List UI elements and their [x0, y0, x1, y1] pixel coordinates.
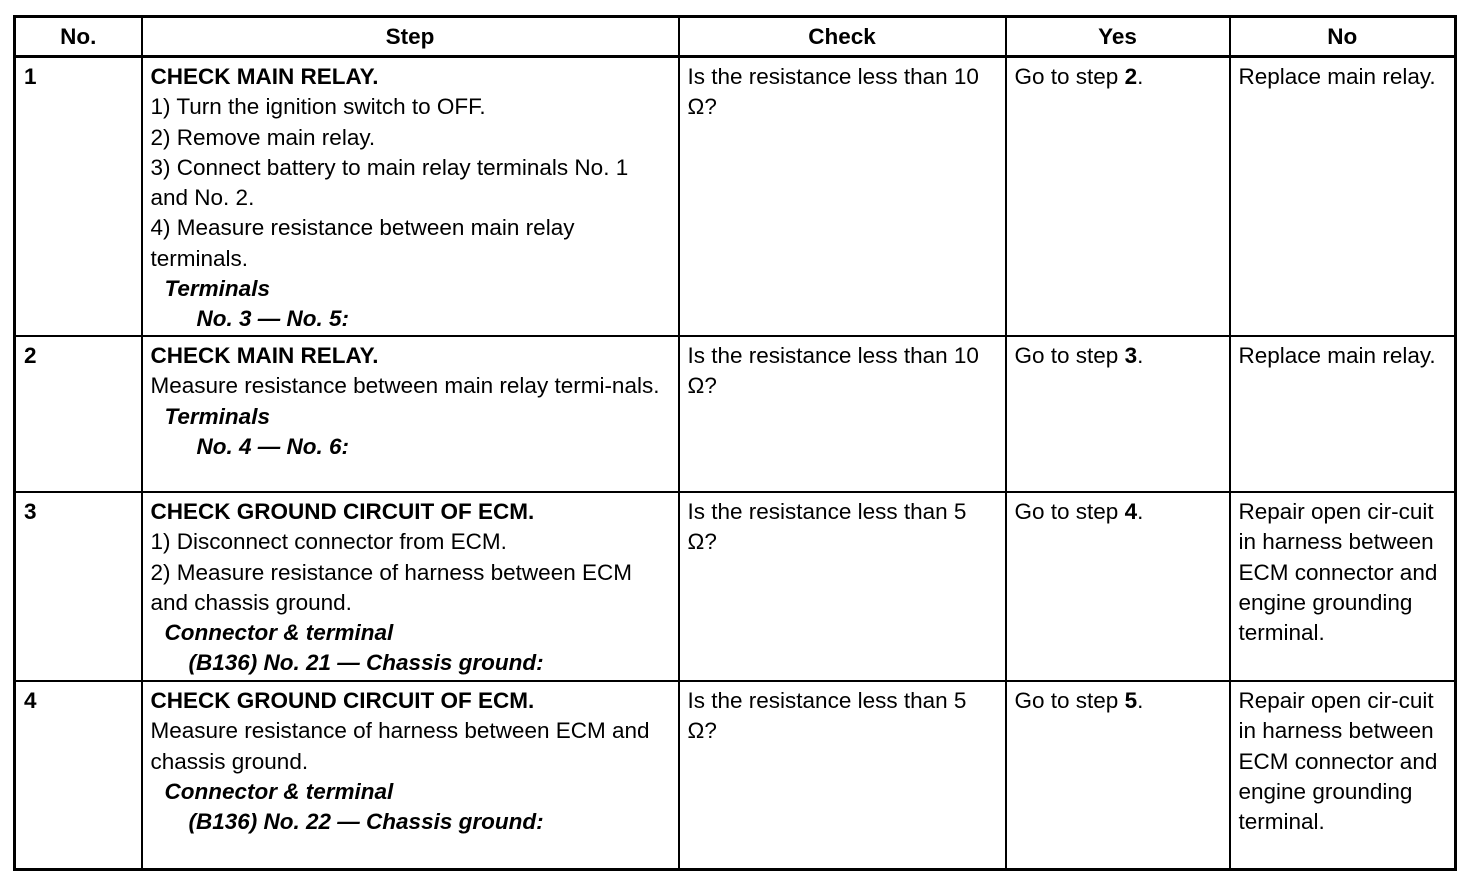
yes-suffix: . [1137, 499, 1144, 524]
header-no-action: No [1230, 17, 1456, 57]
step-instruction: 1) Disconnect connector from ECM. [150, 529, 507, 555]
diagnostic-table [13, 15, 1457, 871]
step-instruction: Measure resistance of harness between ECM and chassis ground. [150, 718, 650, 774]
no-action-cell: Replace main relay. [1230, 57, 1456, 337]
step-cell [142, 492, 679, 681]
step-number: 1 [15, 57, 142, 337]
check-cell: Is the resistance less than 10 Ω? [679, 336, 1006, 492]
no-action-cell: Repair open cir-cuit in harness between ECM connector and engine grounding terminal. [1230, 492, 1456, 681]
step-instruction: 2) Remove main relay. [150, 124, 376, 150]
yes-suffix: . [1137, 688, 1144, 713]
header-yes: Yes [1006, 17, 1230, 57]
check-cell: Is the resistance less than 5 Ω? [679, 681, 1006, 870]
spec-value: No. 4 — No. 6: [196, 433, 350, 459]
spec-label: Connector & terminal [164, 778, 394, 804]
header-no: No. [15, 17, 142, 57]
yes-cell [1006, 681, 1230, 870]
step-instruction: 1) Turn the ignition switch to OFF. [150, 94, 486, 120]
yes-step-number: 3 [1124, 343, 1138, 368]
step-instruction: 2) Measure resistance of harness between ECM and chassis ground. [150, 559, 632, 615]
step-instruction: Measure resistance between main relay termi-nals. [150, 373, 660, 399]
step-instruction: 4) Measure resistance between main relay terminals. [150, 215, 575, 271]
yes-prefix: Go to step [1014, 499, 1125, 524]
table-row [15, 681, 1456, 870]
spec-label: Connector & terminal [164, 620, 394, 646]
table-row [15, 336, 1456, 492]
step-number: 4 [15, 681, 142, 870]
yes-prefix: Go to step [1014, 64, 1125, 89]
no-action-cell: Repair open cir-cuit in harness between ECM connector and engine grounding terminal. [1230, 681, 1456, 870]
step-title: CHECK MAIN RELAY. [150, 64, 379, 89]
spec-label: Terminals [164, 276, 270, 302]
yes-cell [1006, 336, 1230, 492]
step-cell [142, 681, 679, 870]
yes-suffix: . [1137, 64, 1144, 89]
spec-value: (B136) No. 21 — Chassis ground: [188, 650, 544, 676]
header-check: Check [679, 17, 1006, 57]
step-cell [142, 57, 679, 337]
header-step: Step [142, 17, 679, 57]
step-cell [142, 336, 679, 492]
yes-step-number: 5 [1124, 688, 1138, 713]
step-title: CHECK GROUND CIRCUIT OF ECM. [150, 688, 535, 713]
yes-step-number: 2 [1124, 64, 1138, 89]
diagnostic-procedure [13, 15, 1454, 871]
yes-suffix: . [1137, 343, 1144, 368]
step-title: CHECK GROUND CIRCUIT OF ECM. [150, 499, 535, 524]
yes-cell [1006, 57, 1230, 337]
spec-value: No. 3 — No. 5: [196, 306, 350, 332]
check-cell: Is the resistance less than 5 Ω? [679, 492, 1006, 681]
yes-prefix: Go to step [1014, 343, 1125, 368]
header-row [15, 17, 1456, 57]
step-instruction: 3) Connect battery to main relay terminals No. 1 and No. 2. [150, 154, 629, 211]
step-number: 3 [15, 492, 142, 681]
check-cell: Is the resistance less than 10 Ω? [679, 57, 1006, 337]
step-title: CHECK MAIN RELAY. [150, 343, 379, 368]
table-row [15, 57, 1456, 337]
yes-prefix: Go to step [1014, 688, 1125, 713]
no-action-cell: Replace main relay. [1230, 336, 1456, 492]
spec-label: Terminals [164, 403, 270, 429]
spec-value: (B136) No. 22 — Chassis ground: [188, 809, 544, 835]
yes-cell [1006, 492, 1230, 681]
yes-step-number: 4 [1124, 499, 1138, 524]
table-row [15, 492, 1456, 681]
step-number: 2 [15, 336, 142, 492]
